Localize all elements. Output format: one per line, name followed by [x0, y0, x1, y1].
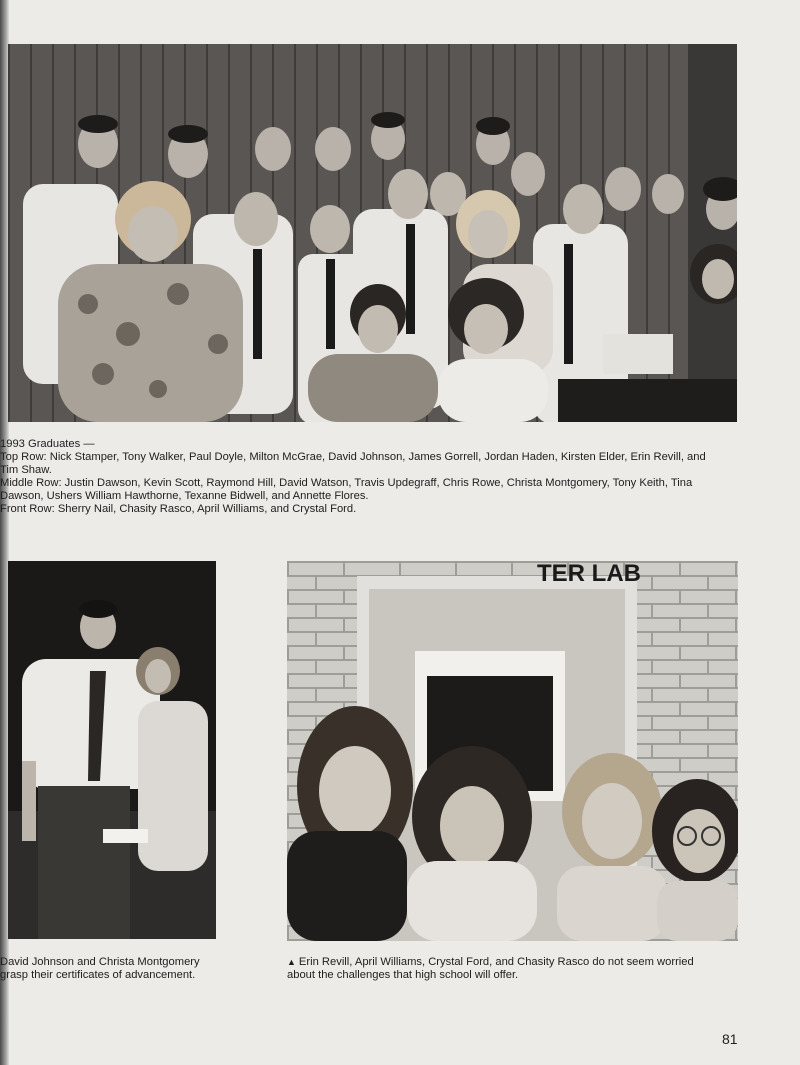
- left-caption-line-1: David Johnson and Christa Montgomery: [0, 956, 200, 968]
- right-caption-line-1: Erin Revill, April Williams, Crystal Ford, and Chasity Rasco do not seem worried: [298, 956, 694, 968]
- caption-line-middle-row-cont: Dawson, Ushers William Hawthorne, Texanne Bidwell, and Annette Flores.: [0, 490, 369, 502]
- caption-heading: 1993 Graduates —: [0, 438, 95, 450]
- caption-line-top-row-cont: Tim Shaw.: [0, 464, 52, 476]
- lab-sign-text: TER LAB: [537, 561, 641, 587]
- right-caption-line-2: about the challenges that high school will offer.: [287, 969, 519, 981]
- left-photo: [8, 561, 216, 939]
- right-photo-caption: [287, 956, 747, 982]
- group-photo: [8, 44, 737, 422]
- triangle-marker-icon: ▲: [287, 957, 296, 967]
- caption-line-front-row: Front Row: Sherry Nail, Chasity Rasco, April Williams, and Crystal Ford.: [0, 503, 357, 515]
- group-photo-image: [8, 44, 737, 422]
- page-number: 81: [722, 1031, 738, 1047]
- left-photo-image: [8, 561, 216, 939]
- caption-line-middle-row: Middle Row: Justin Dawson, Kevin Scott, Raymond Hill, David Watson, Travis Updegraff, Chris Rowe, Christa Montgomery, Tony Keith, Tina: [0, 477, 693, 489]
- group-photo-caption: [0, 438, 740, 516]
- left-caption-line-2: grasp their certificates of advancement.: [0, 969, 196, 981]
- caption-line-top-row: Top Row: Nick Stamper, Tony Walker, Paul Doyle, Milton McGrae, David Johnson, James Gorrell, Jordan Haden, Kirsten Elder, Erin Revill, and: [0, 451, 706, 463]
- left-photo-caption: [0, 956, 220, 982]
- right-photo: [287, 561, 738, 941]
- right-photo-image: [287, 561, 738, 941]
